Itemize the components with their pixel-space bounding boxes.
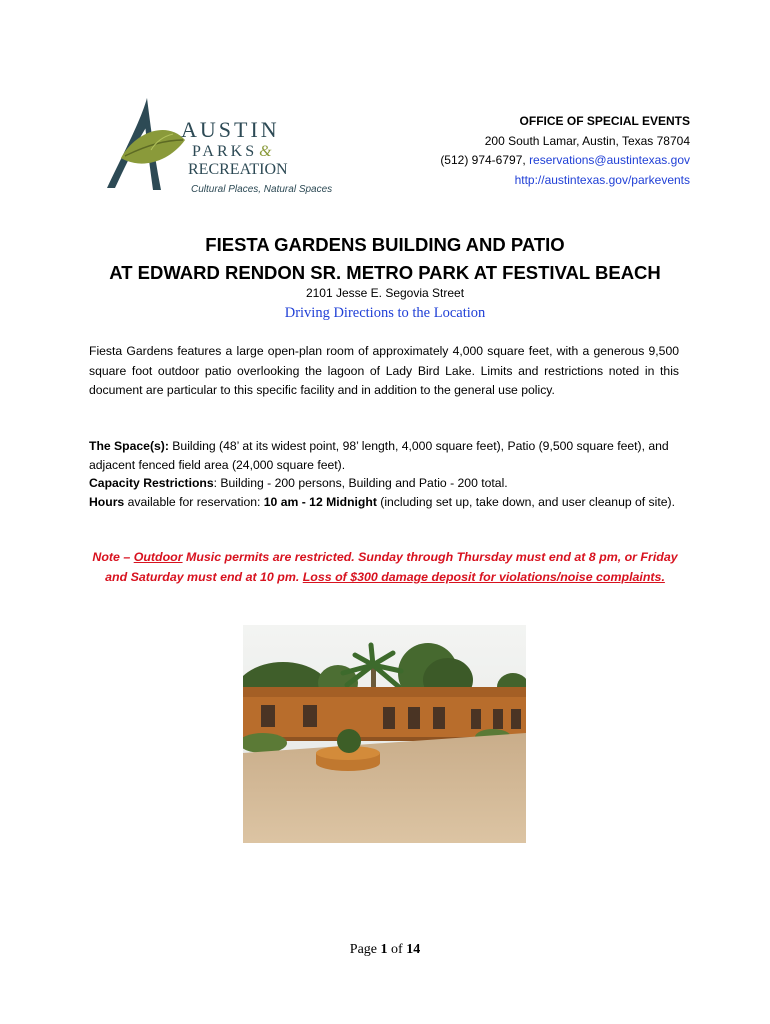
office-name: OFFICE OF SPECIAL EVENTS [519,114,690,128]
logo-parks-text: PARKS & [192,143,275,160]
logo-tagline: Cultural Places, Natural Spaces [191,184,333,195]
office-website-link[interactable]: http://austintexas.gov/parkevents [514,172,690,187]
title-line-2: AT EDWARD RENDON SR. METRO PARK AT FESTIVAL BEACH [109,262,661,283]
space-spec: The Space(s): Building (48’ at its widest point, 98’ length, 4,000 square feet), Patio (9,500 square feet), and adjacent fenced field area (24,000 square feet). [89,439,669,472]
total-pages: 14 [406,942,421,957]
deposit-warning: Loss of $300 damage deposit for violations/noise complaints. [302,569,665,584]
title-line-1: FIESTA GARDENS BUILDING AND PATIO [205,234,565,255]
office-address: 200 South Lamar, Austin, Texas 78704 [484,133,690,148]
hours-value: 10 am - 12 Midnight [263,494,377,509]
austin-parks-logo [95,90,333,200]
space-label: The Space(s): [89,439,169,453]
music-permit-note: Note – Outdoor Music permits are restricted. Sunday through Thursday must end at 8 pm, or Friday and Saturday must end at 10 pm. Loss of $300 damage deposit for violations/noise complaints. [92,550,678,584]
hours-spec: Hours available for reservation: 10 am - 12 Midnight (including set up, take down, and user cleanup of site). [89,494,675,509]
street-address: 2101 Jesse E. Segovia Street [305,286,465,300]
page-footer: Page 1 of 14 [349,942,421,957]
capacity-label: Capacity Restrictions [89,476,214,491]
intro-paragraph: Fiesta Gardens features a large open-plan room of approximately 4,000 square feet, with a generous 9,500 square foot outdoor patio overlooking the lagoon of Lady Bird Lake. Limits and restrictions noted in this document are particular to this specific facility and in addition to the general use policy. [89,344,679,397]
driving-directions-link[interactable]: Driving Directions to the Location [284,305,486,321]
hours-label: Hours [89,494,125,509]
outdoor-emphasis: Outdoor [133,550,183,564]
page-number: 1 [380,942,388,957]
logo-austin-text: AUSTIN [181,117,280,142]
facility-specs [89,437,689,511]
office-phone: (512) 974-6797, [440,153,526,167]
office-email-link[interactable]: reservations@austintexas.gov [529,153,690,167]
building-patio-photo [243,625,526,843]
photo-illustration [243,625,526,843]
capacity-spec: Capacity Restrictions: Building - 200 persons, Building and Patio - 200 total. [89,476,508,491]
office-phone-line [440,151,690,171]
office-contact-block [440,112,690,190]
page-title [0,231,770,287]
logo-recreation-text: RECREATION [188,161,288,178]
